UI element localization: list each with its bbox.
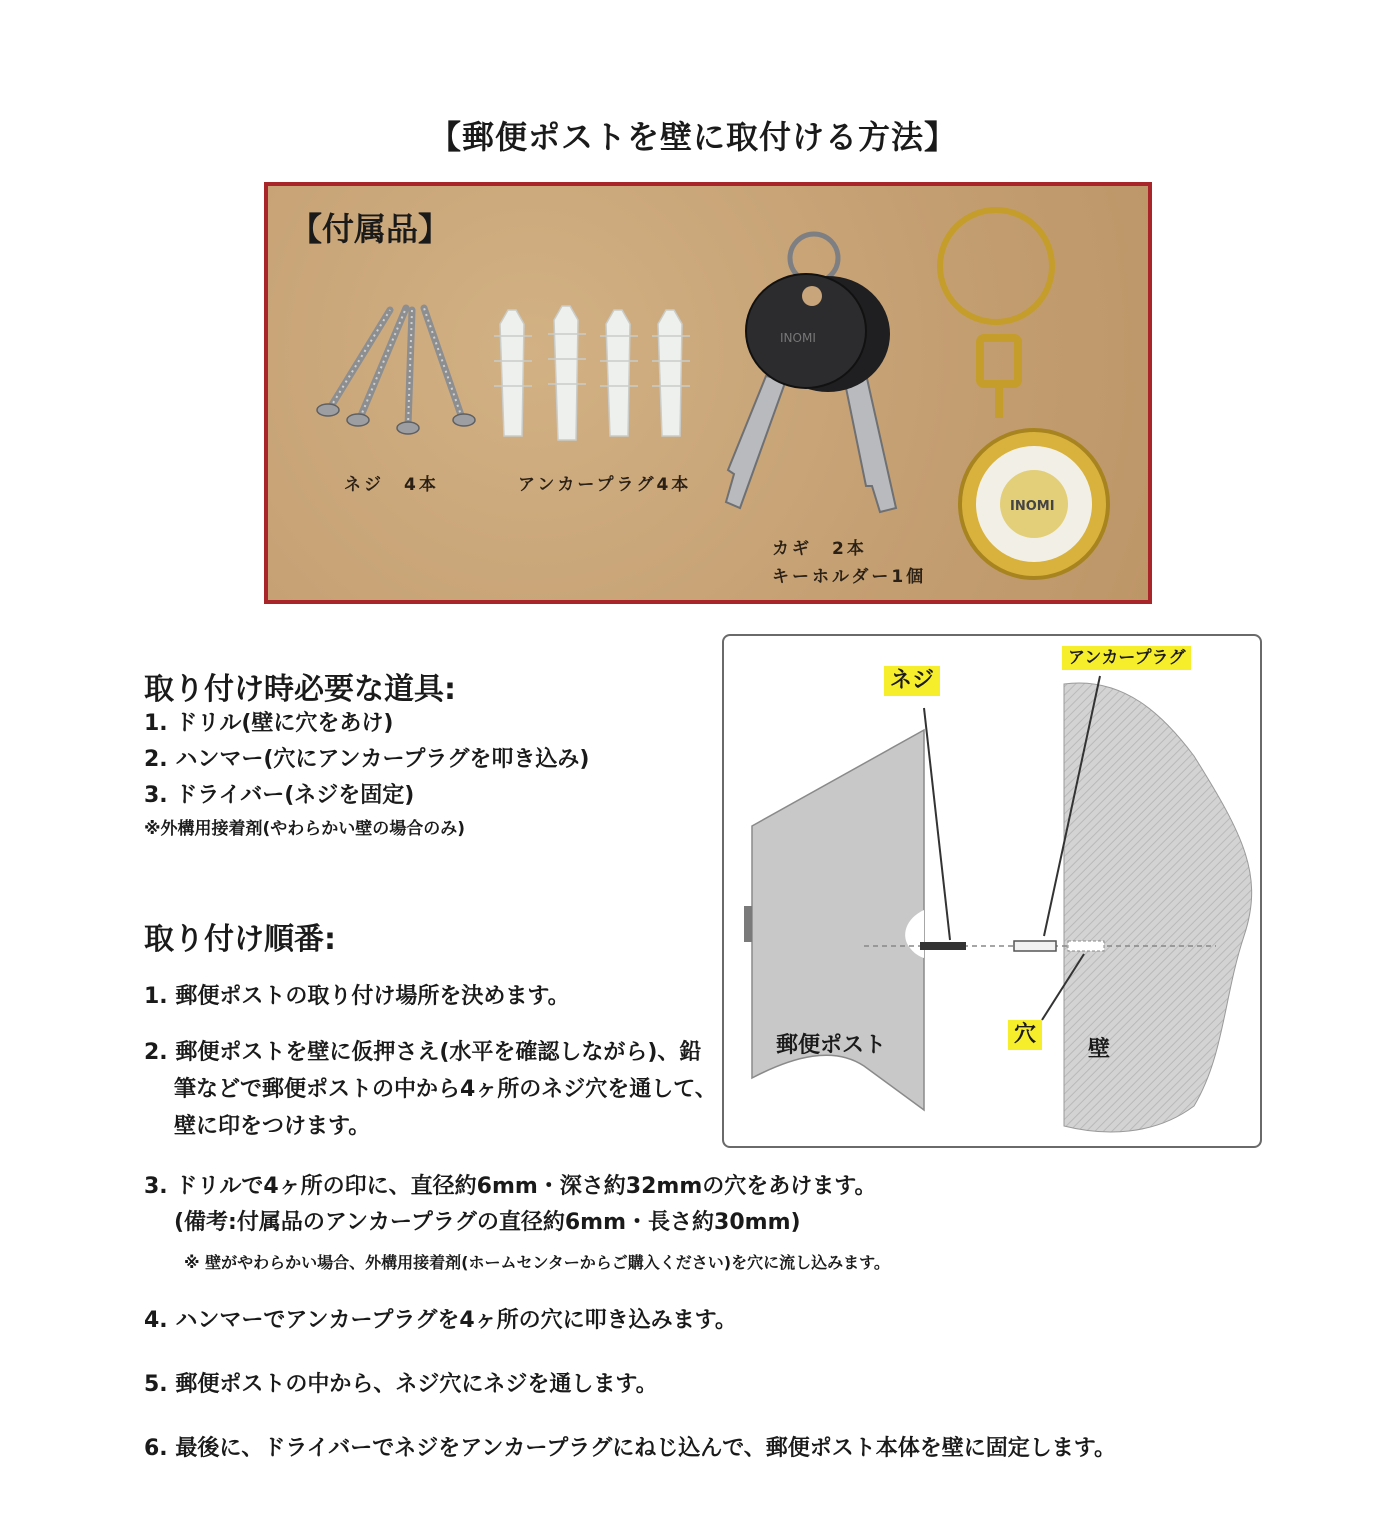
anchors-caption: アンカープラグ4本 xyxy=(518,475,692,495)
anchor-plugs-icon xyxy=(494,306,690,440)
accessories-panel xyxy=(264,182,1152,604)
tools-note: ※外構用接着剤(やわらかい壁の場合のみ) xyxy=(144,819,466,839)
keyholder-caption: キーホルダー1個 xyxy=(772,567,927,587)
tools-heading: 取り付け時必要な道具: xyxy=(144,672,456,707)
step-subnote: (備考:付属品のアンカープラグの直径約6mm・長さ約30mm) xyxy=(174,1210,801,1235)
svg-text:INOMI: INOMI xyxy=(780,331,816,345)
accessories-illustration xyxy=(268,186,1148,600)
step-item: 2. 郵便ポストを壁に仮押さえ(水平を確認しながら)、鉛筆などで郵便ポストの中から4ヶ所のネジ穴を通して、壁に印をつけます。 xyxy=(144,1040,717,1139)
tool-item: 3. ドライバー(ネジを固定) xyxy=(144,783,415,808)
diagram-drawing xyxy=(724,636,1260,1146)
screws-caption: ネジ 4本 xyxy=(344,475,439,495)
tool-item: 2. ハンマー(穴にアンカープラグを叩き込み) xyxy=(144,747,590,772)
key-holder-icon xyxy=(940,210,1108,578)
step-item: 4. ハンマーでアンカープラグを4ヶ所の穴に叩き込みます。 xyxy=(144,1308,737,1333)
accessories-heading: 【付属品】 xyxy=(290,210,451,248)
installation-diagram xyxy=(722,634,1262,1148)
keys-icon xyxy=(726,234,896,512)
tool-item: 1. ドリル(壁に穴をあけ) xyxy=(144,711,394,736)
step-item: 6. 最後に、ドライバーでネジをアンカープラグにねじ込んで、郵便ポスト本体を壁に固定します。 xyxy=(144,1436,1117,1461)
screws-icon xyxy=(317,308,475,434)
keys-caption: カギ 2本 xyxy=(772,539,867,559)
hole-label: 穴 xyxy=(1008,1020,1042,1050)
wall-label: 壁 xyxy=(1088,1037,1111,1062)
step-item: 5. 郵便ポストの中から、ネジ穴にネジを通します。 xyxy=(144,1372,658,1397)
post-label: 郵便ポスト xyxy=(776,1033,887,1058)
wall-shape xyxy=(1064,683,1252,1132)
screw-label: ネジ xyxy=(884,666,940,696)
step-item: 3. ドリルで4ヶ所の印に、直径約6mm・深さ約32mmの穴をあけます。 xyxy=(144,1174,877,1199)
step-item: 1. 郵便ポストの取り付け場所を決めます。 xyxy=(144,984,570,1009)
page-title: 【郵便ポストを壁に取付ける方法】 xyxy=(428,118,957,156)
step-note: ※ 壁がやわらかい場合、外構用接着剤(ホームセンターからご購入ください)を穴に流し込みます。 xyxy=(184,1253,890,1272)
svg-text:INOMI: INOMI xyxy=(1010,499,1055,514)
steps-heading: 取り付け順番: xyxy=(144,922,336,957)
anchor-plug-label: アンカープラグ xyxy=(1062,646,1191,670)
